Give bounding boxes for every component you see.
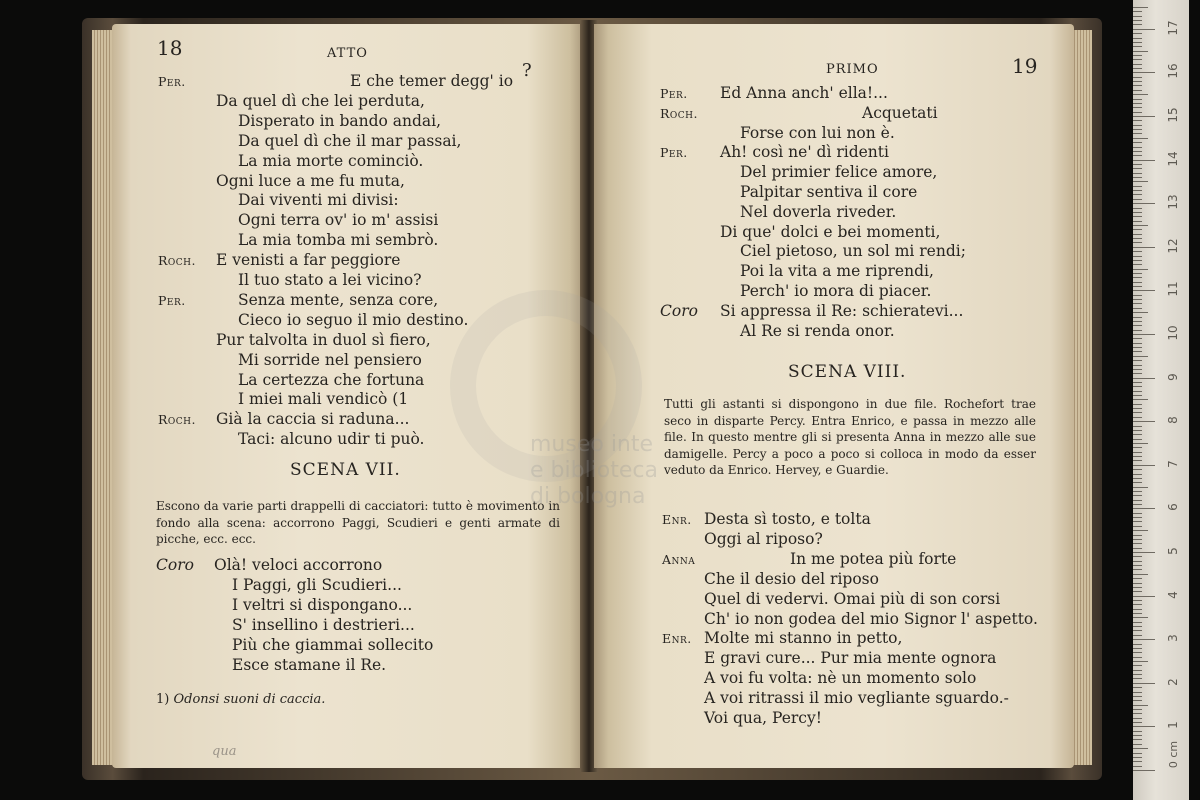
ruler-tick [1133, 107, 1142, 108]
ruler-tick [1133, 77, 1142, 78]
ruler-tick [1133, 408, 1142, 409]
ruler-tick [1133, 24, 1142, 25]
ruler-tick [1133, 770, 1155, 771]
ruler-tick [1133, 617, 1148, 618]
verse-line: Senza mente, senza core, [238, 290, 439, 309]
verse-line: E venisti a far peggiore [216, 251, 401, 270]
ruler-tick [1133, 766, 1142, 767]
ruler-number: 6 [1166, 503, 1180, 512]
ruler-tick [1133, 129, 1142, 130]
ruler-tick [1133, 521, 1142, 522]
verse-line: Molte mi stanno in petto, [704, 629, 903, 648]
ruler-tick [1133, 221, 1142, 222]
ruler-number: 13 [1166, 194, 1180, 210]
verse-line: Esce stamane il Re. [232, 656, 387, 674]
verse-line: Ch' io non godea del mio Signor l' aspetto. [704, 609, 1038, 628]
ruler-tick [1133, 369, 1142, 370]
ruler-tick [1133, 700, 1142, 701]
ruler-tick [1133, 173, 1142, 174]
ruler-tick [1133, 72, 1155, 73]
verse-line: S' insellino i destrieri... [232, 616, 415, 634]
ruler-tick [1133, 151, 1142, 152]
right-stage-direction: Tutti gli astanti si dispongono in due file. Rochefort trae seco in disparte Percy. Entra Enrico, e passa in mezzo alle file. In questo mentre gli si presenta Anna in mezzo alle sue damigelle. Percy a poco a poco si colloca in modo da esser veduto da Enrico. Hervey, e Guardie. [664, 397, 1036, 477]
speaker-label: Coro [660, 301, 698, 320]
ruler-tick [1133, 38, 1142, 39]
ruler-tick [1133, 103, 1142, 104]
ruler-tick [1133, 587, 1142, 588]
ruler-tick [1133, 347, 1142, 348]
ruler-tick [1133, 51, 1148, 52]
ruler-tick [1133, 260, 1142, 261]
ruler-tick [1133, 116, 1155, 117]
verse-line: Taci: alcuno udir ti può. [238, 430, 425, 449]
right-page [594, 24, 1074, 768]
ruler-number: 3 [1166, 634, 1180, 643]
ruler-tick [1133, 264, 1142, 265]
ruler-tick [1133, 434, 1142, 435]
speaker-label: Coro [156, 556, 194, 574]
ruler-tick [1133, 55, 1142, 56]
ruler-tick [1133, 622, 1142, 623]
ruler-tick [1133, 208, 1142, 209]
ruler-number: 16 [1166, 63, 1180, 80]
ruler-tick [1133, 338, 1142, 339]
ruler-tick [1133, 16, 1142, 17]
ruler-tick [1133, 330, 1142, 331]
ruler-tick [1133, 692, 1142, 693]
ruler-tick [1133, 452, 1142, 453]
ruler-tick [1133, 125, 1142, 126]
ruler-tick [1133, 709, 1142, 710]
verse-line: La mia tomba mi sembrò. [238, 231, 439, 250]
ruler-tick [1133, 312, 1148, 313]
watermark-line-1: museo inte [530, 432, 654, 457]
ruler-tick [1133, 373, 1142, 374]
ruler-tick [1133, 569, 1142, 570]
verse-line: Disperato in bando andai, [238, 111, 442, 130]
watermark-line-2: e biblioteca [530, 458, 658, 483]
ruler-tick [1133, 160, 1155, 161]
verse-line: In me potea più forte [790, 549, 957, 568]
ruler-tick [1133, 630, 1142, 631]
ruler-tick [1133, 242, 1142, 243]
ruler-tick [1133, 508, 1155, 509]
ruler-tick [1133, 269, 1148, 270]
verse-line: Desta sì tosto, e tolta [704, 510, 871, 528]
verse-line: Pur talvolta in duol sì fiero, [216, 330, 431, 349]
ruler-tick [1133, 731, 1142, 732]
ruler-tick [1133, 20, 1142, 21]
speaker-label: Anna [662, 551, 696, 567]
ruler-tick [1133, 404, 1142, 405]
ruler-tick [1133, 469, 1142, 470]
ruler-number: 17 [1166, 20, 1180, 36]
watermark-text [530, 432, 658, 510]
ruler-tick [1133, 474, 1142, 475]
ruler-tick [1133, 199, 1142, 200]
ruler-tick [1133, 203, 1155, 204]
left-page-edges [92, 30, 114, 765]
ruler-tick [1133, 735, 1142, 736]
ruler-tick [1133, 543, 1142, 544]
footnote-mark: 1) [156, 692, 170, 707]
verse-line: Nel doverla riveder. [740, 202, 897, 221]
ruler-tick [1133, 138, 1148, 139]
ruler-tick [1133, 225, 1148, 226]
verse-line: Forse con lui non è. [740, 123, 895, 142]
ruler-tick [1133, 609, 1142, 610]
ruler-tick [1133, 412, 1142, 413]
ruler-tick [1133, 147, 1142, 148]
pencil-note: qua [212, 744, 237, 759]
footnote-text: Odonsi suoni di caccia. [173, 692, 326, 707]
speaker-label: Per. [158, 292, 186, 308]
verse-line: Il tuo stato a lei vicino? [238, 271, 422, 289]
ruler-tick [1133, 399, 1148, 400]
verse-line: Del primier felice amore, [740, 163, 938, 182]
ruler-number: 4 [1166, 590, 1180, 599]
left-footnote [156, 692, 325, 707]
ruler-tick [1133, 574, 1148, 575]
ruler-tick [1133, 761, 1142, 762]
ruler-tick [1133, 317, 1142, 318]
ruler-tick [1133, 430, 1142, 431]
ruler-tick [1133, 120, 1142, 121]
ruler-tick [1133, 133, 1142, 134]
ruler-tick [1133, 648, 1142, 649]
verse-line: Ogni luce a me fu muta, [216, 171, 405, 190]
ruler-tick [1133, 726, 1155, 727]
ruler-tick [1133, 343, 1142, 344]
ruler-tick [1133, 177, 1142, 178]
ruler-tick [1133, 556, 1142, 557]
ruler-tick [1133, 600, 1142, 601]
ruler-tick [1133, 456, 1142, 457]
ruler-tick [1133, 303, 1142, 304]
ruler-tick [1133, 487, 1148, 488]
ruler-tick [1133, 535, 1142, 536]
ruler-tick [1133, 299, 1142, 300]
ruler-tick [1133, 186, 1142, 187]
verse-line: Olà! veloci accorrono [214, 556, 383, 574]
ruler-number: 15 [1166, 107, 1180, 123]
verse-line: Palpitar sentiva il core [740, 183, 918, 201]
left-page-number: 18 [157, 36, 183, 60]
ruler-number: 12 [1166, 238, 1180, 254]
verse-line: A voi fu volta: nè un momento solo [704, 669, 977, 688]
verse-line: Ciel pietoso, un sol mi rendi; [740, 242, 966, 261]
verse-line: I veltri si dispongano... [232, 596, 413, 614]
ruler-tick [1133, 596, 1155, 597]
speaker-label: Enr. [662, 631, 692, 647]
ruler-number: 1 [1166, 721, 1180, 730]
left-stage-direction: Escono da varie parti drappelli di cacciatori: tutto è movimento in fondo alla scena: accorrono Paggi, Scudieri e genti armate di picche, ecc. ecc. [156, 499, 560, 546]
ruler-tick [1133, 504, 1142, 505]
verse-line: E che temer degg' io [350, 72, 514, 90]
ruler-tick [1133, 526, 1142, 527]
verse-line: La certezza che fortuna [238, 370, 425, 389]
verse-line: Acquetati [862, 103, 938, 122]
right-page-edges [1072, 30, 1092, 765]
ruler-tick [1133, 657, 1142, 658]
verse-line: Da quel dì che il mar passai, [238, 131, 462, 150]
ruler-tick [1133, 739, 1142, 740]
ruler-number: 7 [1166, 459, 1180, 468]
ruler-tick [1133, 168, 1142, 169]
speaker-label: Per. [158, 74, 186, 89]
ruler-tick [1133, 500, 1142, 501]
verse-line: Cieco io seguo il mio destino. [238, 310, 469, 329]
ruler-tick [1133, 447, 1142, 448]
ruler-tick [1133, 29, 1155, 30]
ruler-tick [1133, 282, 1142, 283]
ruler-tick [1133, 273, 1142, 274]
ruler-tick [1133, 81, 1142, 82]
ruler-tick [1133, 757, 1142, 758]
ruler-unit: 0 cm [1167, 740, 1181, 769]
ruler-tick [1133, 46, 1142, 47]
verse-line: A voi ritrassi il mio vegliante sguardo.- [704, 689, 1009, 708]
speaker-label: Per. [660, 86, 688, 101]
ruler-tick [1133, 578, 1142, 579]
ruler-tick [1133, 295, 1142, 296]
ruler-tick [1133, 229, 1142, 230]
ruler-tick [1133, 334, 1155, 335]
ruler-tick [1133, 64, 1142, 65]
ruler-tick [1133, 495, 1142, 496]
ruler-tick [1133, 417, 1142, 418]
ruler-tick [1133, 604, 1142, 605]
ruler-tick [1133, 164, 1142, 165]
ruler-tick [1133, 687, 1142, 688]
ruler-tick [1133, 391, 1142, 392]
ruler-tick [1133, 644, 1142, 645]
ruler-tick [1133, 491, 1142, 492]
question-mark: ? [522, 60, 532, 81]
ruler-tick [1133, 548, 1142, 549]
ruler-tick [1133, 635, 1142, 636]
speaker-label: Per. [660, 145, 688, 161]
ruler-tick [1133, 251, 1142, 252]
ruler-tick [1133, 478, 1142, 479]
verse-line: Perch' io mora di piacer. [740, 282, 932, 300]
ruler-tick [1133, 308, 1142, 309]
ruler-tick [1133, 238, 1142, 239]
ruler-number: 9 [1166, 372, 1180, 381]
verse-line: Dai viventi mi divisi: [238, 191, 399, 210]
ruler-tick [1133, 713, 1142, 714]
verse-line: Al Re si renda onor. [740, 321, 895, 340]
ruler-tick [1133, 190, 1142, 191]
ruler-number: 5 [1166, 547, 1180, 555]
ruler-tick [1133, 705, 1148, 706]
ruler-tick [1133, 247, 1155, 248]
ruler-tick [1133, 583, 1142, 584]
ruler-tick [1133, 68, 1142, 69]
verse-line: Che il desio del riposo [704, 569, 879, 588]
ruler-tick [1133, 753, 1142, 754]
speaker-label: Enr. [662, 512, 692, 527]
ruler-tick [1133, 561, 1142, 562]
verse-line: Poi la vita a me riprendi, [740, 262, 934, 281]
speaker-label: Roch. [660, 105, 698, 121]
ruler-tick [1133, 33, 1142, 34]
ruler-tick [1133, 382, 1142, 383]
ruler-number: 2 [1166, 677, 1180, 686]
ruler-tick [1133, 99, 1142, 100]
ruler-tick [1133, 652, 1142, 653]
ruler-tick [1133, 626, 1142, 627]
ruler-tick [1133, 277, 1142, 278]
ruler-tick [1133, 216, 1142, 217]
ruler-tick [1133, 360, 1142, 361]
ruler-tick [1133, 517, 1142, 518]
verse-line: Più che giammai sollecito [232, 636, 434, 654]
ruler-tick [1133, 112, 1142, 113]
verse-line: Ogni terra ov' io m' assisi [238, 211, 439, 230]
ruler-tick [1133, 665, 1142, 666]
verse-line: Si appressa il Re: schieratevi... [720, 301, 964, 320]
ruler-tick [1133, 439, 1142, 440]
ruler-tick [1133, 59, 1142, 60]
ruler-tick [1133, 395, 1142, 396]
ruler-tick [1133, 426, 1142, 427]
ruler-tick [1133, 639, 1155, 640]
ruler-tick [1133, 181, 1148, 182]
ruler-tick [1133, 11, 1142, 12]
ruler-tick [1133, 661, 1148, 662]
verse-line: Ed Anna anch' ella!... [720, 84, 888, 102]
verse-line: La mia morte cominciò. [238, 151, 424, 170]
ruler-tick [1133, 530, 1148, 531]
ruler-tick [1133, 142, 1142, 143]
ruler-tick [1133, 94, 1148, 95]
verse-line: Da quel dì che lei perduta, [216, 91, 425, 110]
verse-line: Oggi al riposo? [704, 529, 823, 548]
ruler-tick [1133, 155, 1142, 156]
ruler-tick [1133, 356, 1148, 357]
ruler-tick [1133, 194, 1142, 195]
verse-line: Voi qua, Percy! [704, 709, 822, 727]
right-scena-title: SCENA VIII. [788, 362, 907, 382]
ruler-tick [1133, 325, 1142, 326]
ruler-tick [1133, 683, 1155, 684]
verse-line: Di que' dolci e bei momenti, [720, 222, 941, 241]
ruler-tick [1133, 256, 1142, 257]
verse-line: E gravi cure... Pur mia mente ognora [704, 649, 997, 668]
ruler-tick [1133, 613, 1142, 614]
ruler-tick [1133, 674, 1142, 675]
verse-line: Ah! così ne' dì ridenti [720, 143, 889, 162]
ruler-tick [1133, 321, 1142, 322]
ruler-tick [1133, 513, 1142, 514]
ruler-tick [1133, 85, 1142, 86]
verse-line: I Paggi, gli Scudieri... [232, 576, 402, 594]
ruler-tick [1133, 722, 1142, 723]
ruler-tick [1133, 718, 1142, 719]
ruler-tick [1133, 696, 1142, 697]
measuring-ruler [1133, 0, 1189, 800]
ruler-tick [1133, 42, 1142, 43]
ruler-tick [1133, 365, 1142, 366]
ruler-tick [1133, 234, 1142, 235]
ruler-tick [1133, 351, 1142, 352]
left-running-head: ATTO [327, 46, 368, 61]
ruler-tick [1133, 565, 1142, 566]
verse-line: Quel di vedervi. Omai più di son corsi [704, 589, 1001, 608]
ruler-tick [1133, 386, 1142, 387]
ruler-tick [1133, 212, 1142, 213]
ruler-number: 14 [1166, 150, 1180, 167]
ruler-number: 8 [1166, 416, 1180, 425]
speaker-label: Roch. [158, 412, 196, 428]
ruler-tick [1133, 744, 1142, 745]
ruler-tick [1133, 378, 1155, 379]
ruler-tick [1133, 465, 1155, 466]
verse-line: Già la caccia si raduna... [216, 410, 410, 429]
ruler-tick [1133, 443, 1148, 444]
verse-line: I miei mali vendicò (1 [238, 390, 409, 409]
right-page-number: 19 [1012, 54, 1038, 78]
watermark-line-3: di bologna [530, 484, 646, 509]
ruler-tick [1133, 678, 1142, 679]
ruler-tick [1133, 670, 1142, 671]
ruler-tick [1133, 591, 1142, 592]
ruler-tick [1133, 552, 1155, 553]
ruler-tick [1133, 286, 1142, 287]
verse-line: Mi sorride nel pensiero [238, 350, 422, 369]
left-scena-title: SCENA VII. [290, 460, 401, 480]
ruler-tick [1133, 290, 1155, 291]
ruler-tick [1133, 482, 1142, 483]
ruler-number: 10 [1166, 325, 1180, 341]
ruler-tick [1133, 7, 1148, 8]
right-running-head: PRIMO [826, 62, 879, 77]
ruler-tick [1133, 460, 1142, 461]
ruler-tick [1133, 421, 1155, 422]
ruler-tick [1133, 748, 1148, 749]
ruler-tick [1133, 539, 1142, 540]
speaker-label: Roch. [158, 253, 196, 269]
ruler-number: 11 [1166, 281, 1180, 298]
ruler-tick [1133, 90, 1142, 91]
